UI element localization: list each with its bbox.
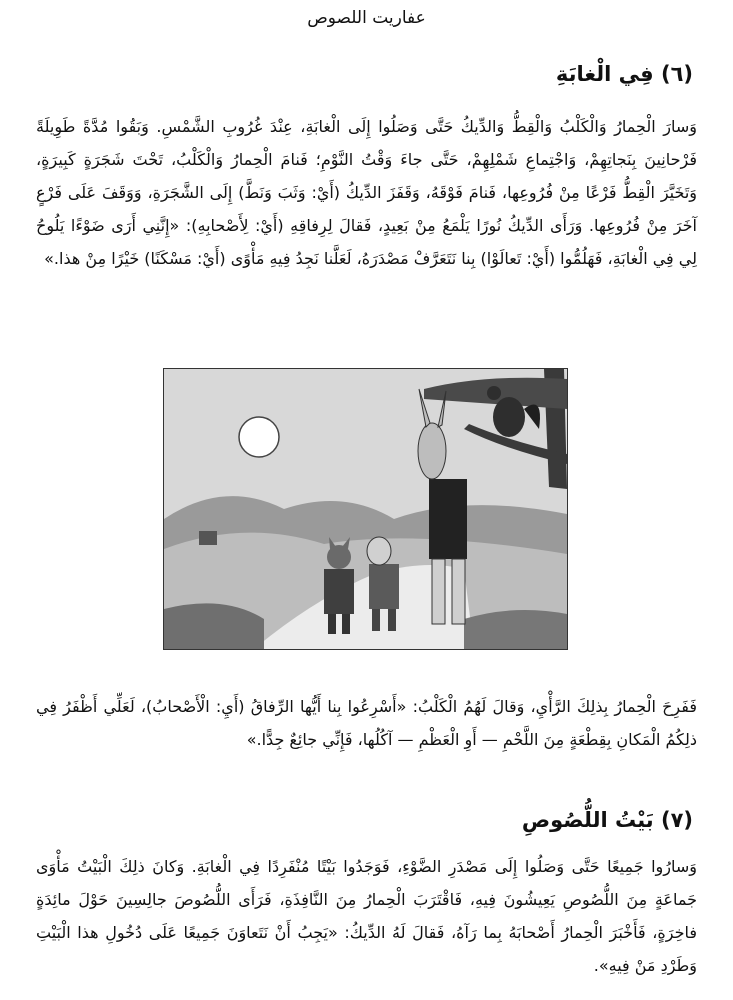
section-title-forest: (٦) فِي الْغابَةِ bbox=[555, 62, 693, 86]
paragraph-forest-1: وَسارَ الْحِمارُ وَالْكَلْبُ وَالْقِطُّ وَالدِّيكُ حَتَّى وَصَلُوا إِلَى الْغابَةِ، عِنْدَ غُرُوبِ الشَّمْسِ. وَبَقُوا مُدَّةً طَوِيلَةً فَرْحانِينَ بِنَجاتِهِمْ، وَاجْتِماعِ شَمْلِهِمْ، حَتَّى جاءَ وَقْتُ النَّوْمِ؛ فَنامَ الْحِمارُ وَالْكَلْبُ، تَحْتَ شَجَرَةٍ كَبِيرَةٍ، وَتَخَيَّرَ الْقِطُّ فَرْعًا مِنْ فُرُوعِها، فَنامَ فَوْقَهُ، وَقَفَزَ الدِّيكُ (أَيْ: وَثَبَ وَنَطَّ) إِلَى الشَّجَرَةِ، وَوَقَفَ عَلَى فَرْعٍ آخَرَ مِنْ فُرُوعِها. وَرَأَى الدِّيكُ نُورًا يَلْمَعُ مِنْ بَعِيدٍ، فَقالَ لِرِفاقِهِ (أَيْ: لِأَصْحابِهِ): «إِنَّنِي أَرَى ضَوْءًا يَلُوحُ لِي فِي الْغابَةِ، فَهَلُمُّوا (أَيْ: تَعالَوْا) بِنا نَتَعَرَّفْ مَصْدَرَهُ، لَعَلَّنا نَجِدُ فِيهِ مَأْوًى (أَيْ: مَسْكَنًا) خَيْرًا مِنْ هذا.» bbox=[36, 117, 697, 268]
paragraph-forest-2: فَفَرِحَ الْحِمارُ بِذلِكَ الرَّأْيِ، وَقالَ لَهُمُ الْكَلْبُ: «أَسْرِعُوا بِنا أَيُّها الرِّفاقُ (أَيِ: الْأَصْحابُ)، لَعَلِّي أَظْفَرُ فِي ذلِكُمُ الْمَكانِ بِقِطْعَةٍ مِنَ اللَّحْمِ — أَوِ الْعَظْمِ — آكُلُها، فَإِنِّي جائِعٌ جِدًّا.» bbox=[36, 697, 697, 749]
page-header-title: عفاريت اللصوص bbox=[307, 8, 426, 28]
section-title-thieves-house: (٧) بَيْتُ اللُّصُوصِ bbox=[521, 808, 693, 832]
paragraph-thieves-house-1: وَسارُوا جَمِيعًا حَتَّى وَصَلُوا إِلَى مَصْدَرِ الضَّوْءِ، فَوَجَدُوا بَيْتًا مُنْفَرِدًا فِي الْغابَةِ. وَكانَ ذلِكَ الْبَيْتُ مَأْوَى جَماعَةٍ مِنَ اللُّصُوصِ يَعِيشُونَ فِيهِ، فَاقْتَرَبَ الْحِمارُ مِنَ النَّافِذَةِ، فَرَأَى اللُّصُوصَ جالِسِينَ حَوْلَ مائِدَةٍ فاخِرَةٍ، فَأَخْبَرَ الْحِمارُ أَصْحابَهُ بِما رَآهُ، فَقالَ لَهُ الدِّيكُ: «يَجِبُ أَنْ نَتَعاوَنَ جَمِيعًا عَلَى دُخُولِ هذا الْبَيْتِ وَطَرْدِ مَنْ فِيهِ». bbox=[36, 857, 697, 975]
moon-icon bbox=[239, 417, 279, 457]
story-illustration bbox=[163, 368, 568, 650]
